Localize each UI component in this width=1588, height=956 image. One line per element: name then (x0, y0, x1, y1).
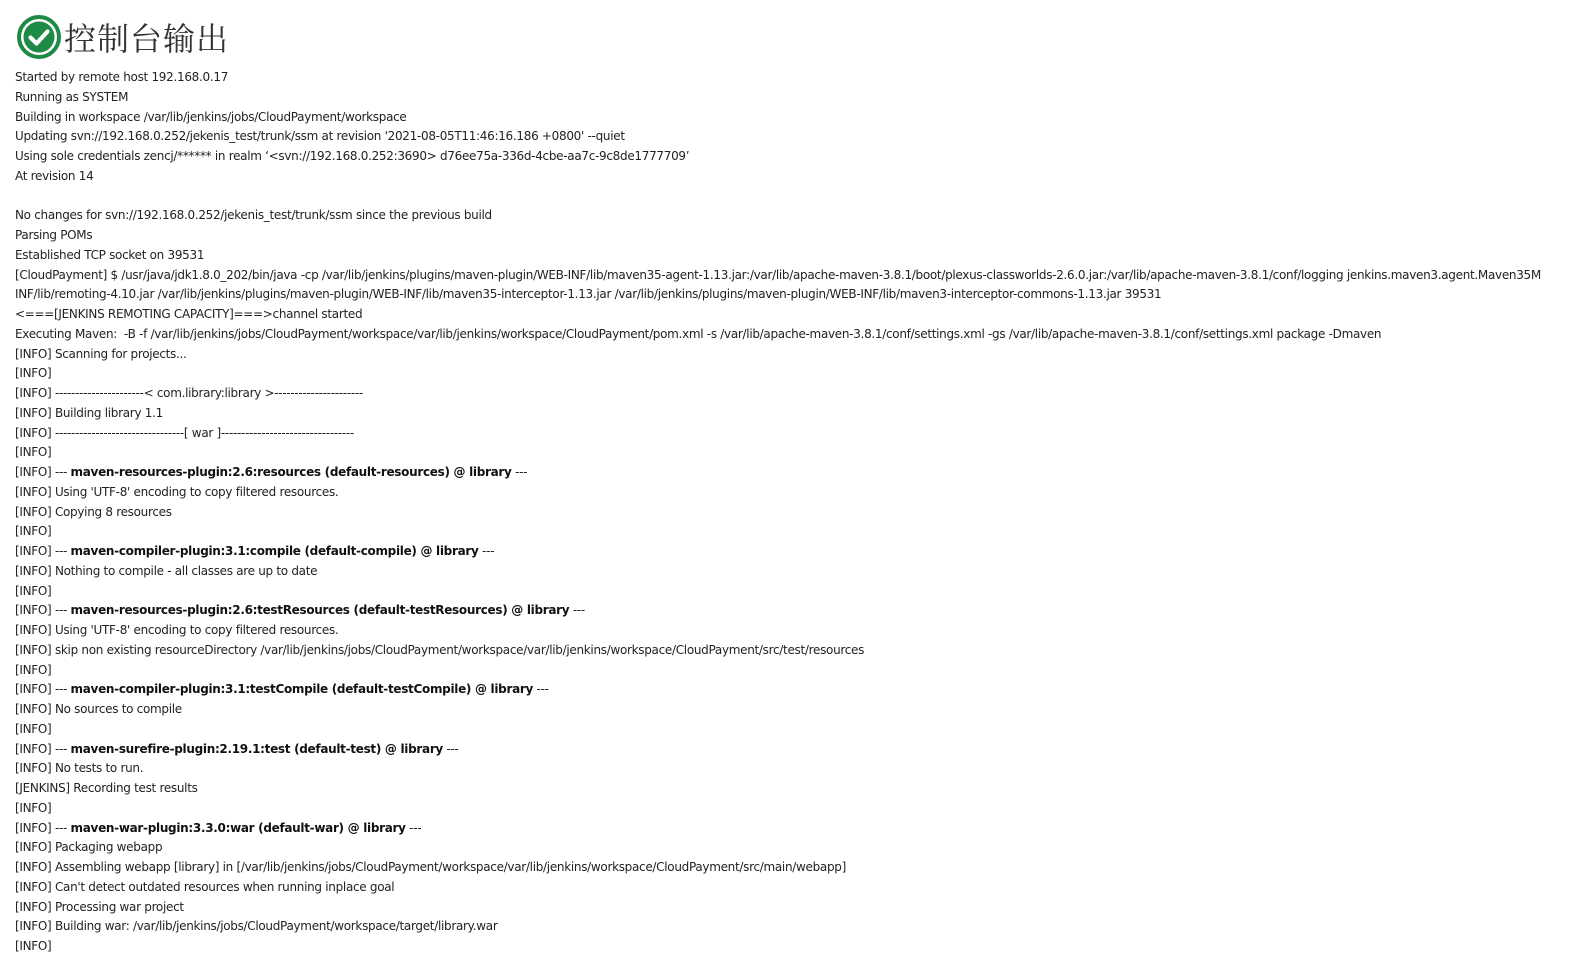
console-line: [INFO] (15, 445, 55, 460)
console-line: Running as SYSTEM (15, 89, 129, 104)
console-line (15, 819, 1588, 839)
console-line-goal: maven-resources-plugin:2.6:testResources (default-testResources) @ library (70, 603, 570, 618)
console-line-suffix: --- (569, 603, 585, 618)
console-line: [CloudPayment] $ /usr/java/jdk1.8.0_202/bin/java -cp /var/lib/jenkins/plugins/maven-plugin/WEB-INF/lib/maven35-agent-1.13.jar:/var/lib/apache-maven-3.8.1/boot/plexus-classworlds-2.6.0.jar:/var/lib/apache-maven-3.8.1/conf/logging jenkins.maven3.agent.Maven35M (15, 267, 1541, 282)
console-line: [INFO] Using 'UTF-8' encoding to copy filtered resources. (15, 623, 339, 637)
console-line: [INFO] No tests to run. (15, 761, 144, 776)
console-line-suffix: --- (511, 465, 528, 479)
console-line (15, 187, 1588, 207)
console-line: [JENKINS] Recording test results (15, 781, 198, 795)
console-line: [INFO] Can't detect outdated resources when running inplace goal (15, 879, 395, 894)
console-line: [INFO] (15, 583, 55, 598)
console-line-prefix: [INFO] --- (15, 465, 71, 479)
page-title: 控制台输出 (64, 20, 230, 58)
console-line: Building in workspace /var/lib/jenkins/jobs/CloudPayment/workspace (15, 109, 407, 124)
console-line-goal: maven-war-plugin:3.3.0:war (default-war) @ library (70, 820, 406, 835)
console-line-goal: maven-resources-plugin:2.6:resources (default-resources) @ library (70, 465, 512, 479)
console-line (15, 542, 1588, 562)
console-line-prefix: [INFO] --- (15, 820, 71, 835)
console-line-goal: maven-compiler-plugin:3.1:testCompile (default-testCompile) @ library (70, 682, 534, 697)
console-line-suffix: --- (533, 682, 549, 697)
console-line: Updating svn://192.168.0.252/jekenis_test/trunk/ssm at revision '2021-08-05T11:46:16.186 +0800' --quiet (15, 129, 625, 144)
console-line: No changes for svn://192.168.0.252/jekenis_test/trunk/ssm since the previous build (15, 208, 492, 223)
console-line-prefix: [INFO] --- (15, 603, 71, 618)
console-line (15, 463, 1588, 483)
console-line (15, 601, 1588, 621)
console-line (15, 740, 1588, 760)
console-line-suffix: --- (405, 820, 422, 835)
console-line (15, 680, 1588, 700)
console-line: [INFO] (15, 524, 55, 539)
console-line-prefix: [INFO] --- (15, 741, 71, 756)
console-line: [INFO] --------------------------------[ war ]--------------------------------- (15, 425, 354, 440)
console-line-prefix: [INFO] --- (15, 682, 71, 697)
console-line: [INFO] No sources to compile (15, 702, 182, 716)
console-output (15, 68, 1588, 956)
console-line: [INFO] Packaging webapp (15, 840, 163, 855)
console-line: Established TCP socket on 39531 (15, 247, 205, 262)
console-line: [INFO] Using 'UTF-8' encoding to copy filtered resources. (15, 484, 339, 499)
console-line: [INFO] (15, 939, 55, 953)
console-line-suffix: --- (478, 544, 495, 558)
console-line-goal: maven-surefire-plugin:2.19.1:test (default-test) @ library (70, 741, 443, 756)
console-line: [INFO] Copying 8 resources (15, 504, 172, 519)
console-line: Parsing POMs (15, 228, 93, 242)
console-line: [INFO] Nothing to compile - all classes are up to date (15, 563, 318, 578)
console-line: [INFO] skip non existing resourceDirectory /var/lib/jenkins/jobs/CloudPayment/workspace/var/lib/jenkins/workspace/CloudPayment/src/test/resources (15, 642, 865, 657)
page-header (16, 12, 229, 62)
console-line: At revision 14 (15, 168, 94, 183)
console-line: [INFO] ----------------------< com.library:library >---------------------- (15, 386, 363, 400)
console-line: [INFO] Building war: /var/lib/jenkins/jobs/CloudPayment/workspace/target/library.war (15, 919, 498, 934)
console-line: INF/lib/remoting-4.10.jar /var/lib/jenkins/plugins/maven-plugin/WEB-INF/lib/maven35-interceptor-1.13.jar /var/lib/jenkins/plugins/maven-plugin/WEB-INF/lib/maven3-interceptor-commons-1.13.jar 39531 (15, 287, 1162, 302)
success-check-icon (16, 14, 62, 60)
console-line: <===[JENKINS REMOTING CAPACITY]===>channel started (15, 307, 363, 321)
console-line: Started by remote host 192.168.0.17 (15, 70, 229, 84)
console-line-suffix: --- (442, 741, 459, 756)
console-line: [INFO] (15, 721, 55, 736)
console-line: [INFO] (15, 800, 55, 815)
console-line: [INFO] Assembling webapp [library] in [/var/lib/jenkins/jobs/CloudPayment/workspace/var/lib/jenkins/workspace/CloudPayment/src/main/webapp] (15, 860, 847, 874)
console-line: [INFO] Scanning for projects... (15, 346, 187, 361)
console-line: [INFO] (15, 662, 55, 677)
console-line: Using sole credentials zencj/****** in realm ‘<svn://192.168.0.252:3690> d76ee75a-336d-4cbe-aa7c-9c8de1777709’ (15, 149, 690, 163)
console-line: [INFO] Building library 1.1 (15, 405, 163, 420)
console-line: [INFO] (15, 366, 55, 381)
console-line-prefix: [INFO] --- (15, 544, 71, 558)
console-line: [INFO] Processing war project (15, 899, 184, 914)
console-line: Executing Maven: -B -f /var/lib/jenkins/jobs/CloudPayment/workspace/var/lib/jenkins/workspace/CloudPayment/pom.xml -s /var/lib/apache-maven-3.8.1/conf/settings.xml -gs /var/lib/apache-maven-3.8.1/conf/settings.xml package -Dmaven (15, 326, 1382, 341)
console-line-goal: maven-compiler-plugin:3.1:compile (default-compile) @ library (70, 544, 479, 558)
